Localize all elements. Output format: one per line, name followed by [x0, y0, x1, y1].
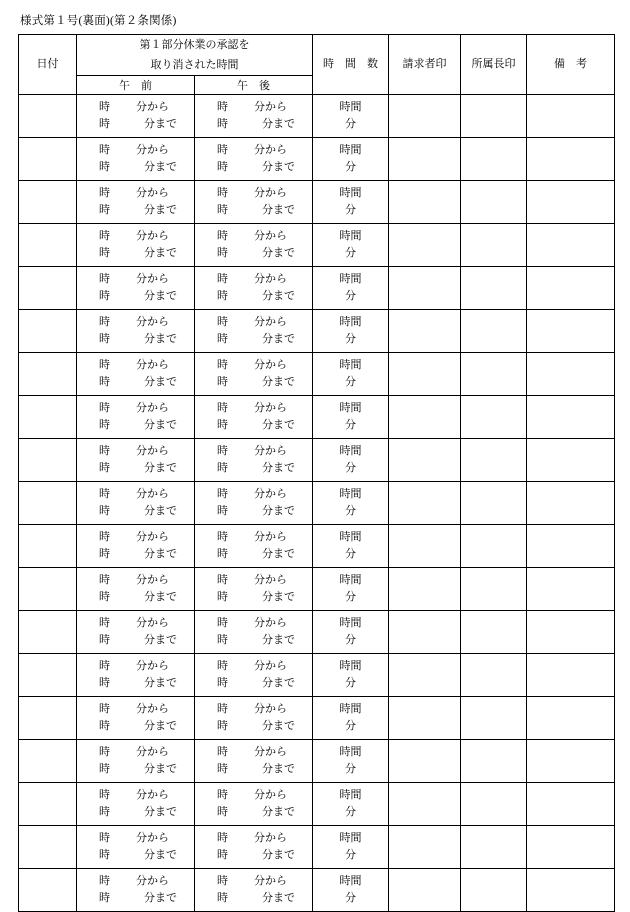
cell-am[interactable] [77, 396, 195, 439]
am-from: 時 分から [99, 574, 169, 586]
pm-from: 時 分から [217, 230, 287, 242]
table-row [19, 611, 615, 654]
cell-claimant-seal[interactable] [389, 267, 461, 310]
am-to: 時 分まで [99, 634, 177, 646]
cell-supervisor-seal[interactable] [461, 396, 527, 439]
table-row [19, 740, 615, 783]
cell-date[interactable] [19, 697, 77, 740]
header-approved-time-line2: 取り消された時間 [150, 59, 239, 71]
pm-to: 時 分まで [217, 677, 295, 689]
am-to: 時 分まで [99, 204, 177, 216]
cell-pm[interactable] [195, 396, 313, 439]
leave-cancellation-table [18, 34, 615, 912]
am-to: 時 分まで [99, 763, 177, 775]
cell-claimant-seal[interactable] [389, 310, 461, 353]
cell-am[interactable] [77, 439, 195, 482]
cell-date[interactable] [19, 783, 77, 826]
hours-value: 時間 分 [339, 402, 362, 431]
table-row [19, 95, 615, 138]
table-row [19, 439, 615, 482]
cell-remarks[interactable] [527, 697, 615, 740]
am-from: 時 分から [99, 531, 169, 543]
cell-date[interactable] [19, 396, 77, 439]
cell-date[interactable] [19, 525, 77, 568]
cell-supervisor-seal[interactable] [461, 783, 527, 826]
cell-date[interactable] [19, 611, 77, 654]
header-claimant-seal: 請求者印 [389, 35, 461, 95]
table-row [19, 869, 615, 912]
header-am: 午 前 [77, 76, 195, 95]
cell-remarks[interactable] [527, 224, 615, 267]
table-row [19, 482, 615, 525]
pm-from: 時 分から [217, 316, 287, 328]
table-row [19, 310, 615, 353]
table-header [19, 35, 615, 95]
table-row [19, 224, 615, 267]
am-from: 時 分から [99, 488, 169, 500]
hours-value: 時間 分 [339, 531, 362, 560]
pm-to: 時 分まで [217, 892, 295, 904]
cell-remarks[interactable] [527, 654, 615, 697]
cell-claimant-seal[interactable] [389, 439, 461, 482]
cell-hours[interactable] [313, 482, 389, 525]
cell-pm[interactable] [195, 224, 313, 267]
cell-am[interactable] [77, 568, 195, 611]
cell-pm[interactable] [195, 482, 313, 525]
cell-hours[interactable] [313, 95, 389, 138]
hours-value: 時間 分 [339, 746, 362, 775]
pm-to: 時 分まで [217, 290, 295, 302]
cell-remarks[interactable] [527, 353, 615, 396]
pm-to: 時 分まで [217, 204, 295, 216]
cell-supervisor-seal[interactable] [461, 181, 527, 224]
hours-value: 時間 分 [339, 832, 362, 861]
pm-to: 時 分まで [217, 849, 295, 861]
am-from: 時 分から [99, 187, 169, 199]
cell-am[interactable] [77, 740, 195, 783]
am-from: 時 分から [99, 445, 169, 457]
cell-remarks[interactable] [527, 396, 615, 439]
cell-remarks[interactable] [527, 181, 615, 224]
cell-claimant-seal[interactable] [389, 869, 461, 912]
pm-to: 時 分まで [217, 247, 295, 259]
header-row-top [19, 35, 615, 76]
pm-from: 時 分から [217, 402, 287, 414]
cell-remarks[interactable] [527, 439, 615, 482]
hours-value: 時間 分 [339, 316, 362, 345]
hours-value: 時間 分 [339, 273, 362, 302]
cell-hours[interactable] [313, 654, 389, 697]
pm-from: 時 分から [217, 617, 287, 629]
pm-to: 時 分まで [217, 720, 295, 732]
cell-claimant-seal[interactable] [389, 396, 461, 439]
table-row [19, 826, 615, 869]
cell-pm[interactable] [195, 826, 313, 869]
hours-value: 時間 分 [339, 617, 362, 646]
pm-from: 時 分から [217, 703, 287, 715]
pm-from: 時 分から [217, 660, 287, 672]
header-approved-time-line1: 第１部分休業の承認を [139, 39, 250, 51]
header-approved-time [77, 35, 313, 76]
cell-pm[interactable] [195, 611, 313, 654]
pm-to: 時 分まで [217, 419, 295, 431]
cell-supervisor-seal[interactable] [461, 826, 527, 869]
table-row [19, 697, 615, 740]
cell-claimant-seal[interactable] [389, 181, 461, 224]
cell-supervisor-seal[interactable] [461, 310, 527, 353]
cell-remarks[interactable] [527, 267, 615, 310]
table-row [19, 181, 615, 224]
cell-hours[interactable] [313, 353, 389, 396]
cell-claimant-seal[interactable] [389, 224, 461, 267]
am-from: 時 分から [99, 789, 169, 801]
cell-pm[interactable] [195, 353, 313, 396]
am-to: 時 分まで [99, 118, 177, 130]
am-from: 時 分から [99, 746, 169, 758]
pm-from: 時 分から [217, 445, 287, 457]
hours-value: 時間 分 [339, 445, 362, 474]
cell-pm[interactable] [195, 439, 313, 482]
pm-from: 時 分から [217, 273, 287, 285]
table-body [19, 95, 615, 912]
cell-pm[interactable] [195, 740, 313, 783]
cell-supervisor-seal[interactable] [461, 439, 527, 482]
am-to: 時 分まで [99, 462, 177, 474]
cell-pm[interactable] [195, 310, 313, 353]
cell-remarks[interactable] [527, 740, 615, 783]
am-to: 時 分まで [99, 333, 177, 345]
cell-hours[interactable] [313, 396, 389, 439]
table-row [19, 654, 615, 697]
cell-hours[interactable] [313, 439, 389, 482]
pm-from: 時 分から [217, 875, 287, 887]
pm-to: 時 分まで [217, 763, 295, 775]
table-row [19, 396, 615, 439]
cell-am[interactable] [77, 611, 195, 654]
am-to: 時 分まで [99, 591, 177, 603]
cell-pm[interactable] [195, 783, 313, 826]
pm-to: 時 分まで [217, 333, 295, 345]
am-to: 時 分まで [99, 548, 177, 560]
cell-remarks[interactable] [527, 482, 615, 525]
cell-hours[interactable] [313, 138, 389, 181]
cell-claimant-seal[interactable] [389, 525, 461, 568]
cell-remarks[interactable] [527, 525, 615, 568]
cell-pm[interactable] [195, 181, 313, 224]
cell-claimant-seal[interactable] [389, 826, 461, 869]
cell-claimant-seal[interactable] [389, 568, 461, 611]
pm-from: 時 分から [217, 101, 287, 113]
cell-am[interactable] [77, 138, 195, 181]
cell-pm[interactable] [195, 697, 313, 740]
hours-value: 時間 分 [339, 187, 362, 216]
cell-claimant-seal[interactable] [389, 740, 461, 783]
cell-date[interactable] [19, 439, 77, 482]
am-from: 時 分から [99, 101, 169, 113]
cell-date[interactable] [19, 310, 77, 353]
pm-to: 時 分まで [217, 591, 295, 603]
pm-from: 時 分から [217, 531, 287, 543]
am-to: 時 分まで [99, 505, 177, 517]
cell-hours[interactable] [313, 869, 389, 912]
pm-to: 時 分まで [217, 118, 295, 130]
am-from: 時 分から [99, 832, 169, 844]
cell-remarks[interactable] [527, 568, 615, 611]
pm-from: 時 分から [217, 187, 287, 199]
cell-claimant-seal[interactable] [389, 482, 461, 525]
hours-value: 時間 分 [339, 574, 362, 603]
cell-supervisor-seal[interactable] [461, 138, 527, 181]
cell-hours[interactable] [313, 267, 389, 310]
cell-claimant-seal[interactable] [389, 783, 461, 826]
cell-pm[interactable] [195, 568, 313, 611]
am-to: 時 分まで [99, 677, 177, 689]
cell-date[interactable] [19, 138, 77, 181]
am-from: 時 分から [99, 359, 169, 371]
cell-supervisor-seal[interactable] [461, 482, 527, 525]
cell-supervisor-seal[interactable] [461, 697, 527, 740]
pm-to: 時 分まで [217, 634, 295, 646]
cell-pm[interactable] [195, 138, 313, 181]
pm-to: 時 分まで [217, 462, 295, 474]
cell-claimant-seal[interactable] [389, 353, 461, 396]
cell-date[interactable] [19, 568, 77, 611]
cell-am[interactable] [77, 310, 195, 353]
cell-am[interactable] [77, 869, 195, 912]
table-row [19, 525, 615, 568]
am-from: 時 分から [99, 144, 169, 156]
cell-date[interactable] [19, 826, 77, 869]
cell-date[interactable] [19, 740, 77, 783]
form-id-label: 様式第１号(裏面)(第２条関係) [20, 15, 177, 27]
header-hours: 時 間 数 [313, 35, 389, 95]
cell-hours[interactable] [313, 568, 389, 611]
am-from: 時 分から [99, 230, 169, 242]
am-to: 時 分まで [99, 419, 177, 431]
pm-from: 時 分から [217, 832, 287, 844]
cell-claimant-seal[interactable] [389, 654, 461, 697]
cell-hours[interactable] [313, 783, 389, 826]
table-row [19, 568, 615, 611]
pm-to: 時 分まで [217, 806, 295, 818]
cell-supervisor-seal[interactable] [461, 525, 527, 568]
cell-hours[interactable] [313, 181, 389, 224]
pm-from: 時 分から [217, 488, 287, 500]
hours-value: 時間 分 [339, 660, 362, 689]
table-row [19, 138, 615, 181]
cell-am[interactable] [77, 525, 195, 568]
cell-remarks[interactable] [527, 869, 615, 912]
pm-to: 時 分まで [217, 505, 295, 517]
am-to: 時 分まで [99, 892, 177, 904]
hours-value: 時間 分 [339, 875, 362, 904]
cell-date[interactable] [19, 353, 77, 396]
am-to: 時 分まで [99, 849, 177, 861]
cell-supervisor-seal[interactable] [461, 95, 527, 138]
am-to: 時 分まで [99, 376, 177, 388]
cell-supervisor-seal[interactable] [461, 869, 527, 912]
pm-to: 時 分まで [217, 548, 295, 560]
cell-hours[interactable] [313, 611, 389, 654]
cell-date[interactable] [19, 181, 77, 224]
hours-value: 時間 分 [339, 359, 362, 388]
am-from: 時 分から [99, 617, 169, 629]
cell-claimant-seal[interactable] [389, 138, 461, 181]
cell-am[interactable] [77, 826, 195, 869]
am-from: 時 分から [99, 316, 169, 328]
cell-hours[interactable] [313, 525, 389, 568]
table-row [19, 783, 615, 826]
cell-am[interactable] [77, 95, 195, 138]
pm-from: 時 分から [217, 144, 287, 156]
cell-date[interactable] [19, 482, 77, 525]
am-to: 時 分まで [99, 161, 177, 173]
cell-remarks[interactable] [527, 611, 615, 654]
cell-am[interactable] [77, 181, 195, 224]
cell-claimant-seal[interactable] [389, 697, 461, 740]
pm-from: 時 分から [217, 574, 287, 586]
am-to: 時 分まで [99, 247, 177, 259]
cell-claimant-seal[interactable] [389, 95, 461, 138]
hours-value: 時間 分 [339, 230, 362, 259]
cell-hours[interactable] [313, 740, 389, 783]
cell-remarks[interactable] [527, 783, 615, 826]
hours-value: 時間 分 [339, 101, 362, 130]
cell-remarks[interactable] [527, 310, 615, 353]
cell-am[interactable] [77, 697, 195, 740]
cell-pm[interactable] [195, 869, 313, 912]
header-pm: 午 後 [195, 76, 313, 95]
cell-date[interactable] [19, 224, 77, 267]
cell-hours[interactable] [313, 826, 389, 869]
am-from: 時 分から [99, 875, 169, 887]
cell-pm[interactable] [195, 654, 313, 697]
table-row [19, 267, 615, 310]
cell-pm[interactable] [195, 525, 313, 568]
cell-am[interactable] [77, 783, 195, 826]
cell-date[interactable] [19, 267, 77, 310]
cell-am[interactable] [77, 482, 195, 525]
cell-pm[interactable] [195, 267, 313, 310]
pm-from: 時 分から [217, 789, 287, 801]
cell-supervisor-seal[interactable] [461, 740, 527, 783]
cell-supervisor-seal[interactable] [461, 353, 527, 396]
am-to: 時 分まで [99, 806, 177, 818]
pm-to: 時 分まで [217, 161, 295, 173]
am-from: 時 分から [99, 660, 169, 672]
am-to: 時 分まで [99, 290, 177, 302]
pm-from: 時 分から [217, 746, 287, 758]
cell-date[interactable] [19, 654, 77, 697]
cell-hours[interactable] [313, 224, 389, 267]
cell-supervisor-seal[interactable] [461, 224, 527, 267]
cell-am[interactable] [77, 224, 195, 267]
header-date: 日付 [19, 35, 77, 95]
cell-date[interactable] [19, 95, 77, 138]
cell-remarks[interactable] [527, 138, 615, 181]
header-supervisor-seal: 所属長印 [461, 35, 527, 95]
cell-pm[interactable] [195, 95, 313, 138]
am-from: 時 分から [99, 273, 169, 285]
cell-am[interactable] [77, 267, 195, 310]
table-row [19, 353, 615, 396]
cell-hours[interactable] [313, 697, 389, 740]
cell-remarks[interactable] [527, 826, 615, 869]
hours-value: 時間 分 [339, 703, 362, 732]
hours-value: 時間 分 [339, 789, 362, 818]
cell-claimant-seal[interactable] [389, 611, 461, 654]
cell-supervisor-seal[interactable] [461, 267, 527, 310]
cell-am[interactable] [77, 654, 195, 697]
hours-value: 時間 分 [339, 488, 362, 517]
am-to: 時 分まで [99, 720, 177, 732]
am-from: 時 分から [99, 402, 169, 414]
am-from: 時 分から [99, 703, 169, 715]
cell-hours[interactable] [313, 310, 389, 353]
cell-supervisor-seal[interactable] [461, 611, 527, 654]
cell-remarks[interactable] [527, 95, 615, 138]
pm-from: 時 分から [217, 359, 287, 371]
header-remarks: 備 考 [527, 35, 615, 95]
pm-to: 時 分まで [217, 376, 295, 388]
cell-am[interactable] [77, 353, 195, 396]
cell-supervisor-seal[interactable] [461, 654, 527, 697]
cell-supervisor-seal[interactable] [461, 568, 527, 611]
cell-date[interactable] [19, 869, 77, 912]
hours-value: 時間 分 [339, 144, 362, 173]
